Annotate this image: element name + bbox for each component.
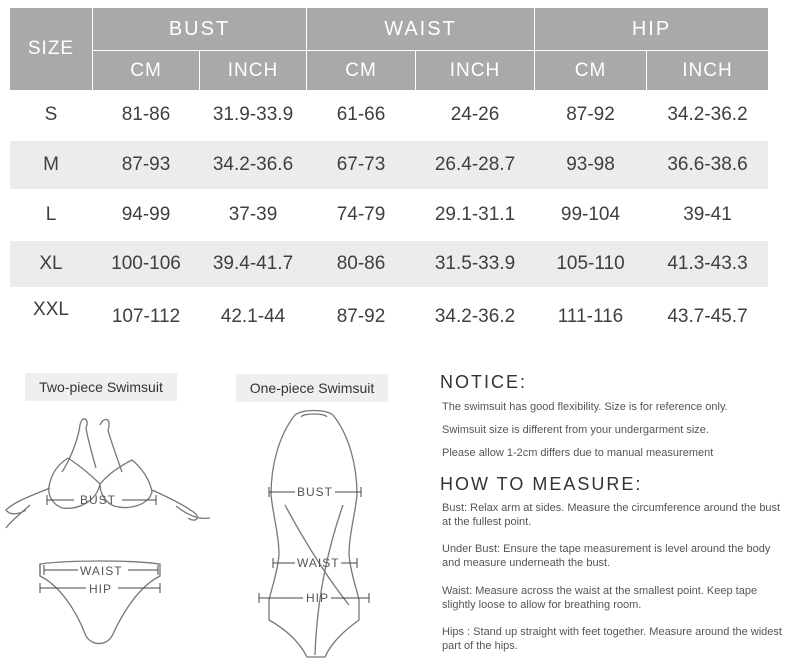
table-cell: 37-39: [228, 204, 278, 225]
bust-label: BUST: [297, 485, 334, 499]
table-cell: 29.1-31.1: [434, 204, 516, 225]
hip-label: HIP: [306, 591, 330, 605]
table-cell: 74-79: [336, 204, 386, 225]
size-cell: L: [45, 204, 57, 225]
table-cell: 81-86: [121, 104, 171, 125]
table-cell: 67-73: [336, 154, 386, 175]
measure-hips-text: Hips : Stand up straight with feet together. Measure around the widest part of the hips.: [442, 626, 782, 652]
table-cell: 34.2-36.6: [212, 154, 294, 175]
table-cell: 43.7-45.7: [667, 305, 748, 327]
bust-cm-header: CM: [93, 51, 199, 90]
table-cell: 87-92: [336, 305, 386, 327]
table-row: [10, 289, 768, 344]
waist-group-header: WAIST: [307, 8, 534, 50]
table-cell: 36.6-38.6: [667, 154, 748, 175]
bust-group-header: BUST: [93, 8, 306, 50]
table-cell: 94-99: [121, 204, 171, 225]
size-cell: XL: [39, 253, 63, 274]
bust-label: BUST: [80, 493, 117, 507]
bust-inch-header: INCH: [200, 51, 306, 90]
table-cell: 80-86: [336, 253, 386, 274]
table-row: [10, 91, 768, 139]
table-cell: 26.4-28.7: [434, 154, 516, 175]
table-cell: 34.2-36.2: [667, 104, 748, 125]
hip-inch-header: INCH: [647, 51, 768, 90]
size-cell: S: [44, 104, 58, 125]
hip-label: HIP: [89, 582, 113, 596]
size-cell: M: [43, 154, 59, 175]
size-cell: XXL: [33, 298, 69, 320]
notice-line: Please allow 1-2cm differs due to manual measurement: [442, 447, 714, 459]
one-piece-swimsuit-diagram: [245, 405, 385, 663]
table-cell: 24-26: [450, 104, 500, 125]
table-cell: 111-116: [557, 305, 624, 327]
notice-title: NOTICE:: [440, 372, 528, 392]
table-cell: 39.4-41.7: [212, 253, 294, 274]
table-cell: 42.1-44: [220, 305, 286, 327]
table-cell: 100-106: [111, 253, 181, 274]
table-cell: 87-92: [566, 104, 615, 125]
table-cell: 41.3-43.3: [667, 253, 748, 274]
waist-label: WAIST: [80, 564, 123, 578]
measure-underbust-text: Under Bust: Ensure the tape measurement is level around the body and measure underneath the bust.: [442, 543, 771, 569]
measure-waist-text: Waist: Measure across the waist at the smallest point. Keep tape slightly loose to allow for breathing room.: [442, 585, 758, 611]
table-cell: 107-112: [111, 305, 181, 327]
two-piece-label: Two-piece Swimsuit: [25, 373, 177, 401]
table-cell: 31.5-33.9: [434, 253, 516, 274]
two-piece-swimsuit-diagram: [0, 410, 220, 660]
table-cell: 39-41: [683, 204, 732, 225]
table-cell: 31.9-33.9: [212, 104, 294, 125]
table-cell: 61-66: [336, 104, 386, 125]
hip-cm-header: CM: [535, 51, 646, 90]
table-cell: 93-98: [566, 154, 615, 175]
notice-line: The swimsuit has good flexibility. Size is for reference only.: [442, 401, 728, 413]
table-cell: 34.2-36.2: [434, 305, 516, 327]
size-column-header: SIZE: [10, 8, 92, 90]
one-piece-label: One-piece Swimsuit: [236, 374, 388, 402]
how-to-measure-title: HOW TO MEASURE:: [440, 474, 643, 494]
waist-cm-header: CM: [307, 51, 415, 90]
waist-label: WAIST: [297, 556, 340, 570]
measure-bust-text: Bust: Relax arm at sides. Measure the circumference around the bust at the fullest point.: [442, 502, 781, 528]
table-row: [10, 241, 768, 287]
table-cell: 105-110: [556, 253, 625, 274]
waist-inch-header: INCH: [416, 51, 534, 90]
notice-line: Swimsuit size is different from your undergarment size.: [442, 424, 709, 436]
table-row: [10, 141, 768, 189]
table-cell: 99-104: [560, 204, 621, 225]
table-cell: 87-93: [121, 154, 171, 175]
table-row: [10, 191, 768, 239]
hip-group-header: HIP: [535, 8, 768, 50]
